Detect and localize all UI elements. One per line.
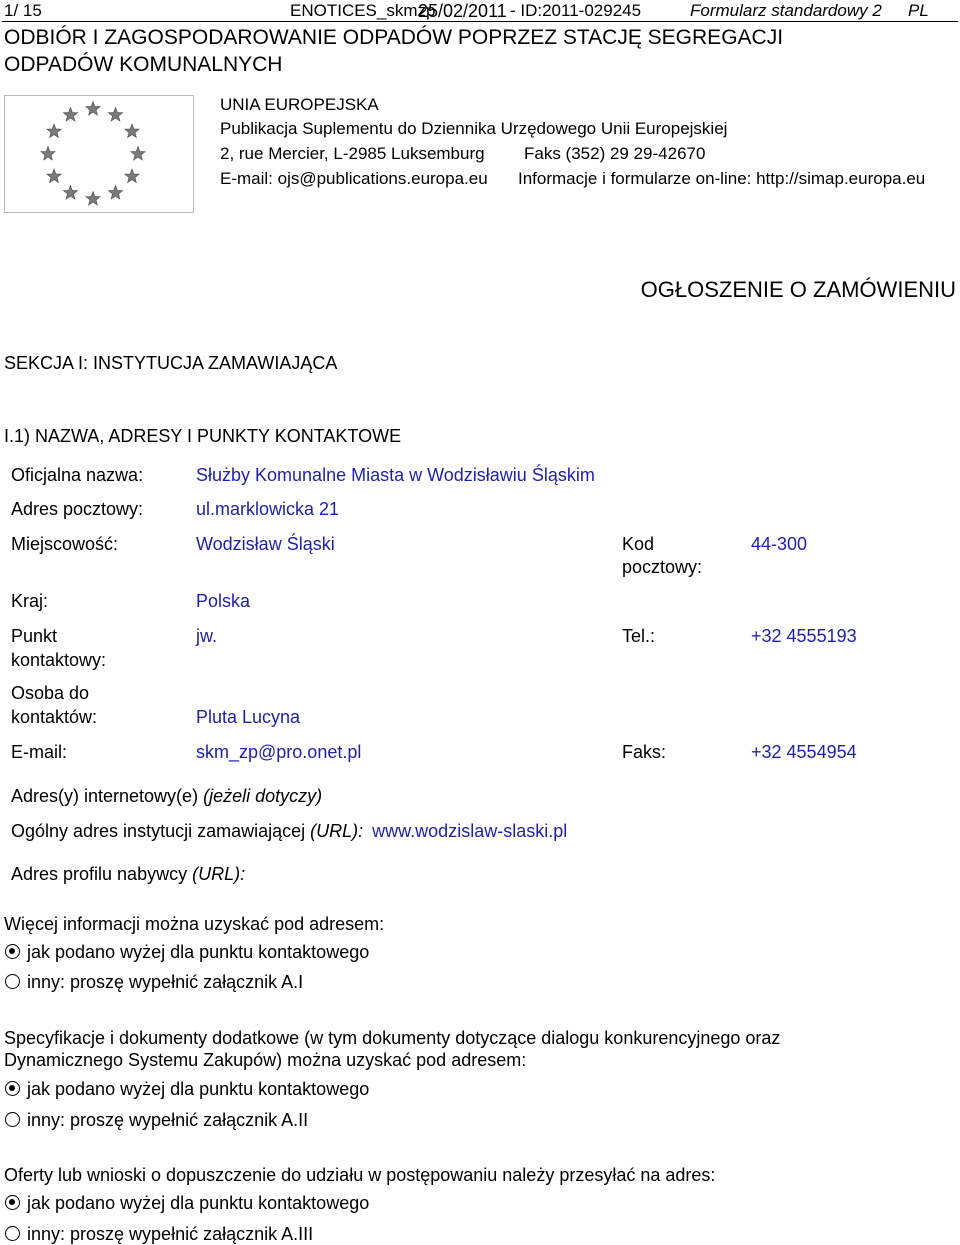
postcode-value: 44-300 [751, 534, 808, 554]
star-icon [131, 147, 145, 161]
general-url-row [11, 820, 567, 842]
radio-empty-icon[interactable] [5, 1112, 20, 1127]
star-icon [108, 108, 122, 122]
section-heading: SEKCJA I: INSTYTUCJA ZAMAWIAJĄCA [4, 353, 338, 373]
notice-prefix: ENOTICES_skmzp [290, 1, 436, 20]
internet-heading-note: (jeżeli dotyczy) [203, 786, 323, 806]
internet-heading-text: Adres(y) internetowy(e) [11, 786, 199, 806]
contact-person-label-2: kontaktów: [11, 707, 98, 727]
page-title [4, 24, 783, 78]
general-url-value[interactable]: www.wodzislaw-slaski.pl [372, 821, 568, 841]
town-value: Wodzisław Śląski [196, 534, 335, 554]
publisher-fax: Faks (352) 29 29-42670 [524, 144, 706, 163]
more-info-option-1: jak podano wyżej dla punktu kontaktowego [27, 942, 370, 962]
star-icon [86, 192, 100, 206]
general-url-hint: (URL): [310, 821, 364, 841]
star-icon [125, 124, 139, 138]
contact-person-value: Pluta Lucyna [196, 707, 301, 727]
general-url-label: Ogólny adres instytucji zamawiającej [11, 821, 306, 841]
postal-address-label: Adres pocztowy: [11, 499, 144, 519]
email-value: skm_zp@pro.onet.pl [196, 742, 362, 762]
buyer-url-hint: (URL): [192, 864, 246, 884]
header-divider [2, 21, 958, 22]
postal-address-value: ul.marklowicka 21 [196, 499, 340, 519]
form-name: Formularz standardowy 2 [690, 1, 882, 20]
publisher-info: Informacje i formularze on-line: http://simap.europa.eu [518, 169, 926, 188]
radio-selected-icon[interactable] [5, 944, 20, 959]
official-name-label: Oficjalna nazwa: [11, 465, 144, 485]
title-line-1: ODBIÓR I ZAGOSPODAROWANIE ODPADÓW POPRZEZ STACJĘ SEGREGACJI [4, 26, 784, 49]
eu-logo [4, 95, 194, 213]
fax-label: Faks: [622, 742, 667, 762]
specs-option-1: jak podano wyżej dla punktu kontaktowego [27, 1079, 370, 1099]
eu-stars-icon [5, 96, 193, 212]
specs-option-2: inny: proszę wypełnić załącznik A.II [27, 1110, 309, 1130]
star-icon [108, 185, 122, 199]
star-icon [86, 102, 100, 116]
star-icon [47, 124, 61, 138]
radio-selected-icon[interactable] [5, 1081, 20, 1096]
postcode-label-2: pocztowy: [622, 557, 703, 577]
notice-type: OGŁOSZENIE O ZAMÓWIENIU [640, 277, 956, 302]
star-icon [47, 169, 61, 183]
tenders-option-2: inny: proszę wypełnić załącznik A.III [27, 1224, 314, 1244]
page-number: 1/ 15 [4, 1, 42, 20]
specs-heading-line-2: Dynamicznego Systemu Zakupów) można uzyskać pod adresem: [4, 1050, 527, 1070]
fax-value: +32 4554954 [751, 742, 857, 762]
tenders-heading: Oferty lub wnioski o dopuszczenie do udziału w postępowaniu należy przesyłać na adres: [4, 1165, 716, 1185]
postcode-label-1: Kod [622, 534, 655, 554]
contact-point-label-1: Punkt [11, 626, 58, 646]
publisher-address: 2, rue Mercier, L-2985 Luksemburg [220, 144, 485, 163]
star-icon [63, 185, 77, 199]
radio-selected-icon[interactable] [5, 1195, 20, 1210]
radio-empty-icon[interactable] [5, 974, 20, 989]
star-icon [125, 169, 139, 183]
more-info-option-2: inny: proszę wypełnić załącznik A.I [27, 972, 304, 992]
email-label: E-mail: [11, 742, 68, 762]
country-label: Kraj: [11, 591, 49, 611]
contact-person-label-1: Osoba do [11, 683, 90, 703]
notice-id: - ID:2011-029245 [510, 1, 642, 20]
title-line-2: ODPADÓW KOMUNALNYCH [4, 53, 283, 76]
specs-heading-line-1: Specyfikacje i dokumenty dodatkowe (w tym dokumenty dotyczące dialogu konkurencyjnego oraz [4, 1028, 781, 1048]
publisher-name: UNIA EUROPEJSKA [220, 95, 379, 114]
subsection-heading: I.1) NAZWA, ADRESY I PUNKTY KONTAKTOWE [4, 426, 402, 446]
notice-date: 25/02/2011 [418, 1, 507, 21]
country-value: Polska [196, 591, 251, 611]
internet-heading [11, 785, 322, 807]
town-label: Miejscowość: [11, 534, 119, 554]
publisher-description: Publikacja Suplementu do Dziennika Urzędowego Unii Europejskiej [220, 119, 728, 138]
buyer-url-label: Adres profilu nabywcy [11, 864, 188, 884]
tenders-option-1: jak podano wyżej dla punktu kontaktowego [27, 1193, 370, 1213]
more-info-heading: Więcej informacji można uzyskać pod adresem: [4, 914, 385, 934]
star-icon [41, 147, 55, 161]
buyer-url-row [11, 863, 245, 885]
publisher-email: E-mail: ojs@publications.europa.eu [220, 169, 488, 188]
star-icon [63, 108, 77, 122]
form-language: PL [908, 1, 929, 20]
radio-empty-icon[interactable] [5, 1226, 20, 1241]
tel-value: +32 4555193 [751, 626, 857, 646]
official-name-value: Służby Komunalne Miasta w Wodzisławiu Śląskim [196, 465, 595, 485]
tel-label: Tel.: [622, 626, 656, 646]
contact-point-value: jw. [196, 626, 218, 646]
contact-point-label-2: kontaktowy: [11, 650, 107, 670]
